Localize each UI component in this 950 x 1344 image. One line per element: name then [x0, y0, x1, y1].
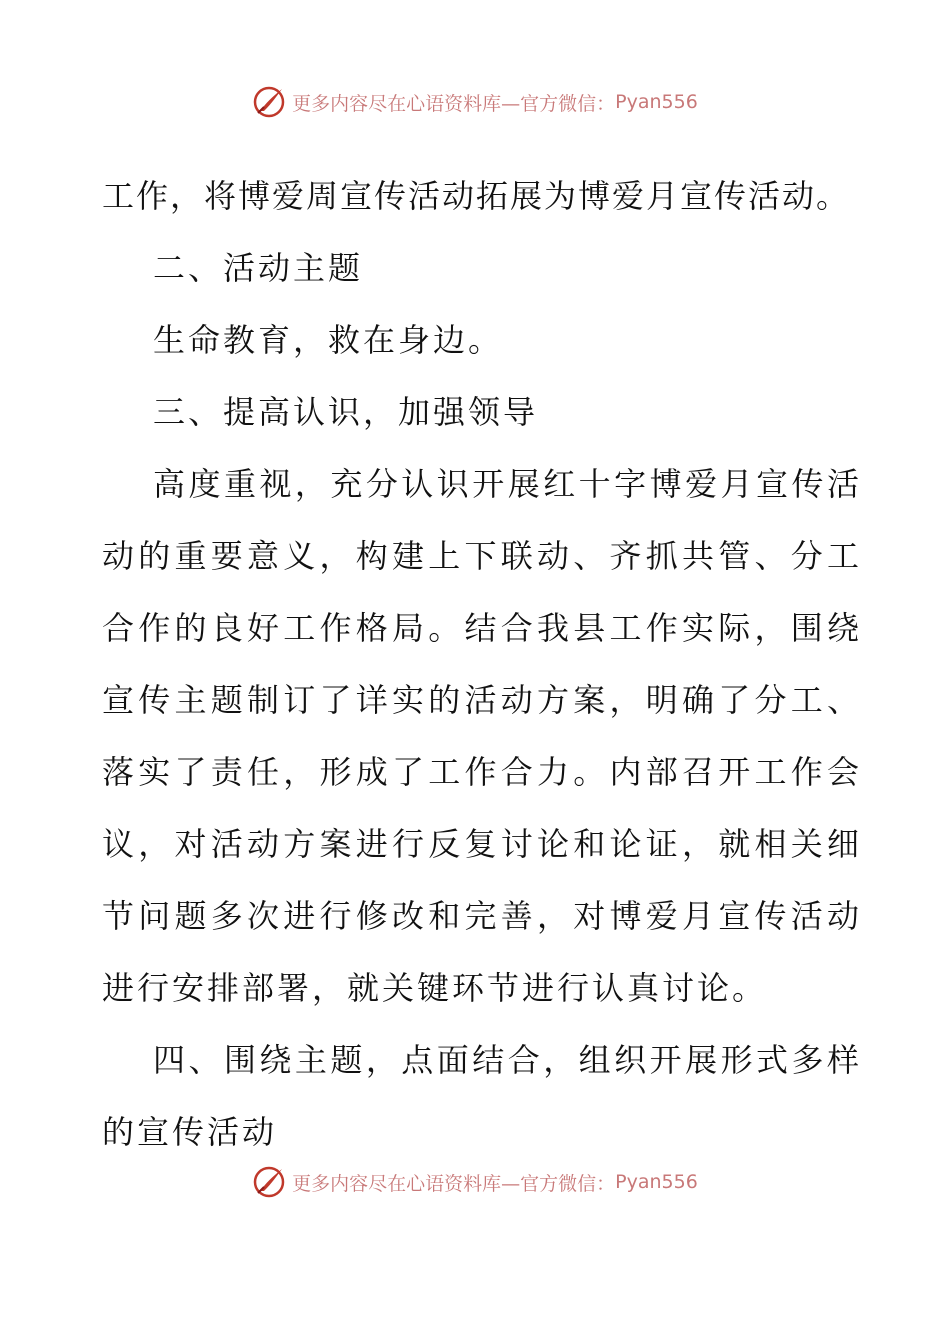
wechat-id: Pyan556 — [615, 1171, 698, 1193]
wechat-id: Pyan556 — [615, 91, 698, 113]
footer-banner — [0, 1160, 950, 1204]
paragraph-continuation: 工作，将博爱周宣传活动拓展为博爱月宣传活动。 — [102, 177, 851, 215]
paragraph-body: 高度重视，充分认识开展红十字博爱月宣传活动的重要意义，构建上下联动、齐抓共管、分工合作的良好工作格局。结合我县工作实际，围绕宣传主题制订了详实的活动方案，明确了分工、落实了责任，形成了工作合力。内部召开工作会议，对活动方案进行反复讨论和论证，就相关细节问题多次进行修改和完善，对博爱月宣传活动进行安排部署，就关键环节进行认真讨论。 — [102, 465, 862, 1007]
section-heading-2: 二、活动主题 — [153, 249, 364, 287]
section-heading-3: 三、提高认识，加强领导 — [153, 393, 539, 431]
document-body — [102, 160, 862, 1168]
banner-text: 更多内容尽在心语资料库—官方微信： — [292, 92, 616, 115]
quill-pen-icon — [252, 1165, 286, 1199]
header-banner — [0, 80, 950, 124]
quill-pen-icon — [252, 85, 286, 119]
section-heading-4: 四、围绕主题，点面结合，组织开展形式多样的宣传活动 — [102, 1041, 862, 1151]
banner-text: 更多内容尽在心语资料库—官方微信： — [292, 1172, 616, 1195]
theme-text: 生命教育，救在身边。 — [153, 321, 504, 359]
